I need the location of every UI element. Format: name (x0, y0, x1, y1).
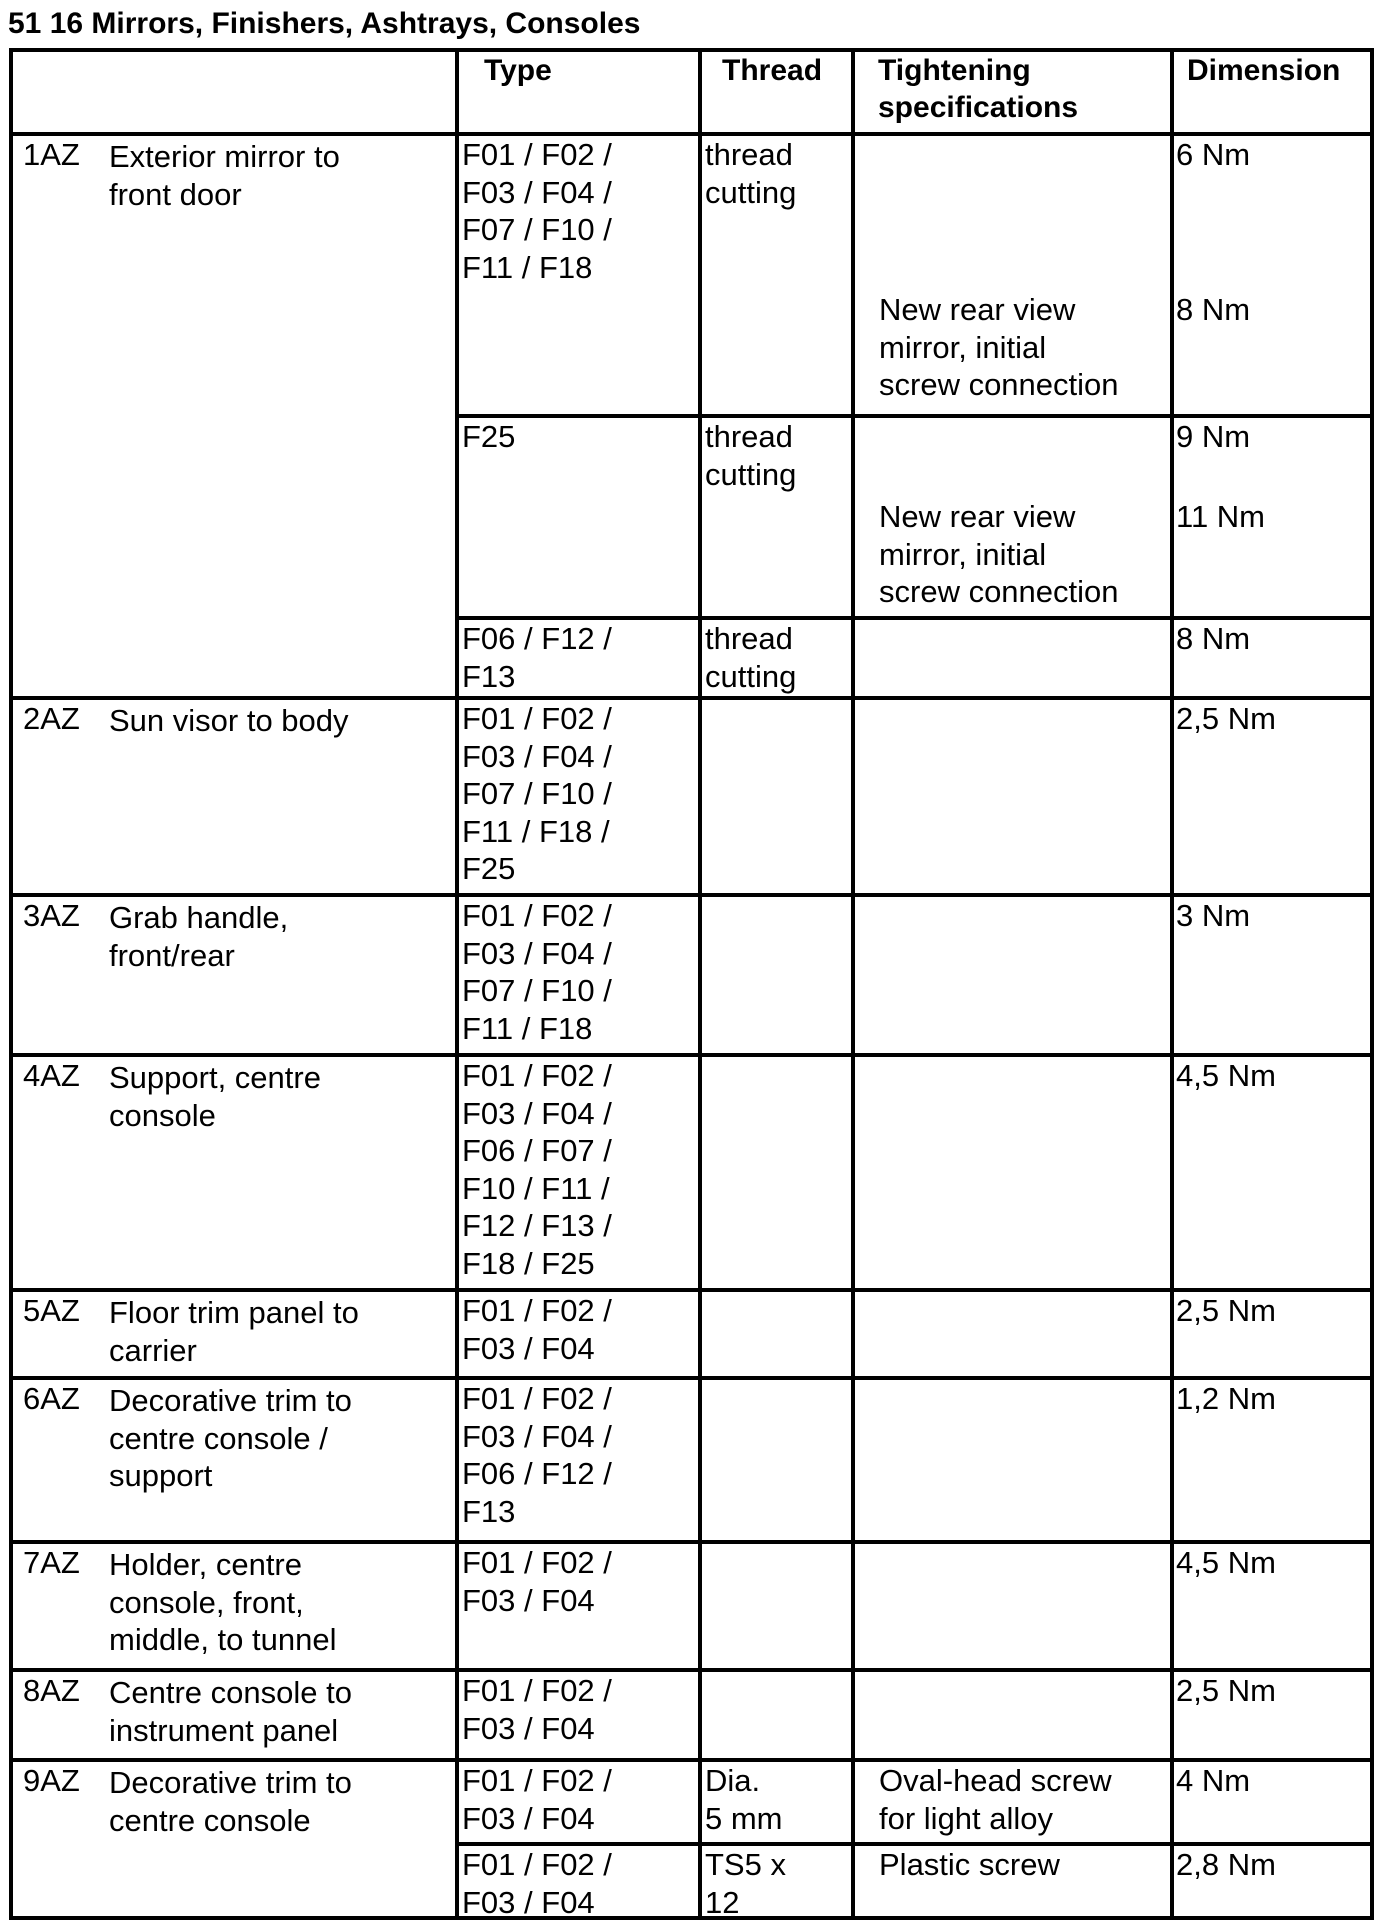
table-row-5az (13, 1292, 1370, 1380)
row-id: 5AZ (23, 1293, 80, 1328)
cell-dimension: 8 Nm (1176, 292, 1251, 327)
row-description: Grab handle, front/rear (109, 900, 289, 973)
column-divider (851, 1057, 855, 1288)
cell-tightening: New rear view mirror, initial screw connection (879, 292, 1119, 402)
cell-thread: Dia. 5 mm (705, 1763, 783, 1836)
column-divider (455, 897, 459, 1053)
column-divider (455, 700, 459, 893)
cell-type: F06 / F12 / F13 (462, 621, 612, 694)
cell-type: F25 (462, 419, 516, 454)
column-divider (851, 897, 855, 1053)
cell-dimension: 2,8 Nm (1176, 1847, 1276, 1882)
row-id: 9AZ (23, 1763, 80, 1798)
page-title: 51 16 Mirrors, Finishers, Ashtrays, Consoles (8, 7, 641, 40)
cell-tightening: Plastic screw (879, 1847, 1060, 1882)
row-id: 8AZ (23, 1673, 80, 1708)
cell-thread: thread cutting (705, 621, 797, 694)
cell-type: F01 / F02 / F03 / F04 (462, 1763, 612, 1836)
table-row-7az (13, 1544, 1370, 1672)
torque-table (9, 48, 1374, 1920)
column-divider (698, 700, 702, 893)
column-divider (455, 1292, 459, 1376)
column-divider (851, 1762, 855, 1920)
column-divider (455, 1380, 459, 1540)
cell-dimension: 2,5 Nm (1176, 1673, 1276, 1708)
column-divider (698, 1544, 702, 1668)
column-divider (698, 897, 702, 1053)
cell-tightening: Oval-head screw for light alloy (879, 1763, 1112, 1836)
cell-dimension: 11 Nm (1176, 499, 1266, 534)
cell-dimension: 4 Nm (1176, 1763, 1251, 1798)
column-divider (851, 1672, 855, 1758)
row-description: Decorative trim to centre console (109, 1765, 352, 1838)
table-row-6az (13, 1380, 1370, 1544)
row-description: Decorative trim to centre console / support (109, 1383, 352, 1493)
cell-tightening: New rear view mirror, initial screw connection (879, 499, 1119, 609)
cell-type: F01 / F02 / F03 / F04 / F07 / F10 / F11 / F18 (462, 898, 612, 1046)
row-id: 1AZ (23, 137, 80, 172)
column-divider (455, 1762, 459, 1920)
column-divider (1170, 1057, 1174, 1288)
cell-type: F01 / F02 / F03 / F04 (462, 1673, 612, 1746)
cell-dimension: 1,2 Nm (1176, 1381, 1276, 1416)
row-description: Support, centre console (109, 1060, 321, 1133)
column-divider (455, 1544, 459, 1668)
row-description: Centre console to instrument panel (109, 1675, 352, 1748)
cell-dimension: 2,5 Nm (1176, 1293, 1276, 1328)
column-divider (1170, 1380, 1174, 1540)
column-divider (1170, 700, 1174, 893)
row-description: Holder, centre console, front, middle, to tunnel (109, 1547, 337, 1657)
column-divider (851, 1292, 855, 1376)
row-description: Sun visor to body (109, 703, 349, 738)
cell-type: F01 / F02 / F03 / F04 / F07 / F10 / F11 / F18 / F25 (462, 701, 612, 886)
cell-dimension: 4,5 Nm (1176, 1058, 1276, 1093)
row-id: 6AZ (23, 1381, 80, 1416)
table-row-1az (13, 136, 1370, 700)
table-row-8az (13, 1672, 1370, 1762)
row-description: Floor trim panel to carrier (109, 1295, 359, 1368)
column-divider (455, 1672, 459, 1758)
cell-thread: thread cutting (705, 419, 797, 492)
cell-dimension: 9 Nm (1176, 419, 1251, 454)
column-divider (1170, 1762, 1174, 1920)
cell-type: F01 / F02 / F03 / F04 (462, 1847, 612, 1920)
column-divider (698, 52, 702, 132)
column-divider (1170, 897, 1174, 1053)
cell-type: F01 / F02 / F03 / F04 / F06 / F07 / F10 / F11 / F12 / F13 / F18 / F25 (462, 1058, 612, 1281)
table-row-4az (13, 1057, 1370, 1292)
cell-dimension: 2,5 Nm (1176, 701, 1276, 736)
cell-thread: TS5 x 12 (705, 1847, 786, 1920)
column-divider (698, 1380, 702, 1540)
table-row-2az (13, 700, 1370, 897)
column-divider (851, 52, 855, 132)
cell-type: F01 / F02 / F03 / F04 (462, 1545, 612, 1618)
cell-dimension: 8 Nm (1176, 621, 1251, 656)
column-divider (1170, 1672, 1174, 1758)
column-divider (851, 700, 855, 893)
column-divider (698, 1762, 702, 1920)
header-thread: Thread (722, 54, 823, 87)
cell-dimension: 4,5 Nm (1176, 1545, 1276, 1580)
row-id: 4AZ (23, 1058, 80, 1093)
column-divider (851, 1380, 855, 1540)
cell-type: F01 / F02 / F03 / F04 (462, 1293, 612, 1366)
header-type: Type (484, 54, 552, 87)
column-divider (698, 1057, 702, 1288)
cell-dimension: 3 Nm (1176, 898, 1251, 933)
cell-thread: thread cutting (705, 137, 797, 210)
row-id: 2AZ (23, 701, 80, 736)
row-description: Exterior mirror to front door (109, 139, 340, 212)
cell-type: F01 / F02 / F03 / F04 / F06 / F12 / F13 (462, 1381, 612, 1529)
table-row-3az (13, 897, 1370, 1057)
column-divider (851, 1544, 855, 1668)
column-divider (698, 1672, 702, 1758)
table-header-row (13, 52, 1370, 136)
row-id: 3AZ (23, 898, 80, 933)
header-dimension: Dimension (1187, 54, 1341, 87)
column-divider (455, 1057, 459, 1288)
column-divider (455, 52, 459, 132)
column-divider (698, 1292, 702, 1376)
table-row-9az (13, 1762, 1370, 1920)
column-divider (1170, 1544, 1174, 1668)
cell-dimension: 6 Nm (1176, 137, 1251, 172)
row-id: 7AZ (23, 1545, 80, 1580)
column-divider (1170, 1292, 1174, 1376)
cell-type: F01 / F02 / F03 / F04 / F07 / F10 / F11 / F18 (462, 137, 612, 285)
column-divider (1170, 52, 1174, 132)
header-tightening: Tightening specifications (878, 54, 1079, 124)
